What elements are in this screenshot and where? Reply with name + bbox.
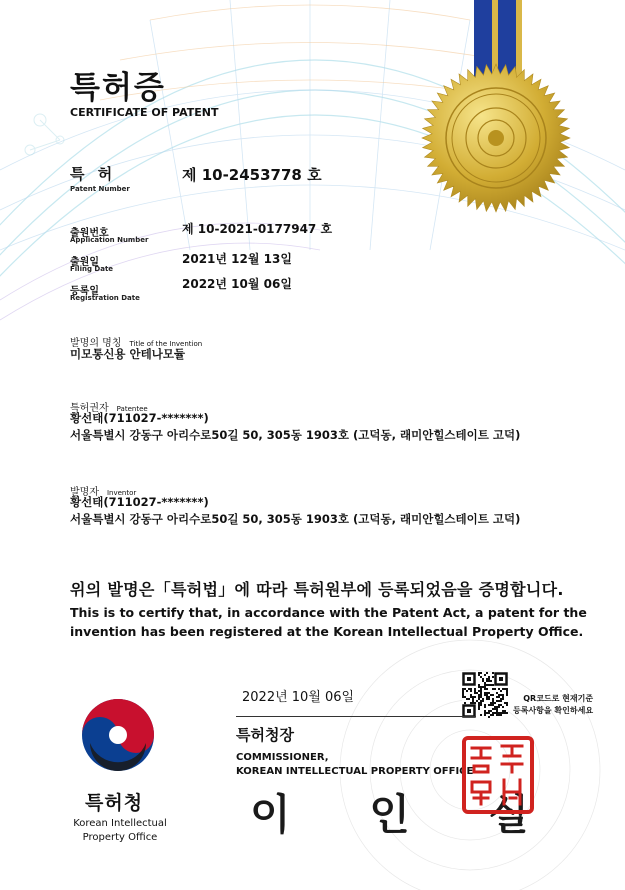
filing-date: 2021년 12월 13일 <box>182 252 292 266</box>
patent-label-en: Patent Number <box>70 185 130 193</box>
official-stamp <box>462 736 534 814</box>
invention-label-en: Title of the Invention <box>129 340 203 348</box>
gold-seal <box>420 62 572 214</box>
commissioner-signature: 이 인 실 <box>250 790 561 839</box>
inventor-label-ko: 발명자 <box>70 487 99 498</box>
application-number: 제 10-2021-0177947 호 <box>182 222 333 236</box>
certificate-title: 특허증 <box>70 70 166 106</box>
commissioner-title-en <box>236 751 473 779</box>
inventor-label-en: Inventor <box>106 489 137 497</box>
office-name-en <box>60 817 180 845</box>
registration-date: 2022년 10월 06일 <box>182 277 292 291</box>
patentee-name: 황선태(711027-*******) <box>70 411 209 425</box>
registration-label: 등록일 <box>70 286 99 297</box>
qr-code[interactable] <box>462 672 508 718</box>
kipo-logo <box>80 697 156 773</box>
invention-title: 미모통신용 안테나모듈 <box>70 347 186 361</box>
patentee-address: 서울특별시 강동구 아리수로50길 50, 305동 1903호 (고덕동, 래미안힐스테이트 고덕) <box>70 428 521 442</box>
filing-label-en: Filing Date <box>70 265 114 273</box>
commissioner-underline <box>236 716 476 717</box>
issue-date: 2022년 10월 06일 <box>242 690 355 705</box>
application-label-en: Application Number <box>70 236 149 244</box>
office-name-ko: 특허청 <box>85 792 144 814</box>
office-name-en-line1: Korean Intellectual <box>73 818 167 829</box>
certificate-subtitle: CERTIFICATE OF PATENT <box>70 106 219 119</box>
qr-instructions-line1: QR코드로 현재기준 <box>523 694 594 703</box>
registration-label-en: Registration Date <box>70 294 140 302</box>
patentee-label-ko: 특허권자 <box>70 403 109 414</box>
commissioner-line1: COMMISSIONER, <box>236 752 329 763</box>
filing-label: 출원일 <box>70 257 99 268</box>
inventor-address: 서울특별시 강동구 아리수로50길 50, 305동 1903호 (고덕동, 래미안힐스테이트 고덕) <box>70 512 521 526</box>
qr-instructions <box>513 693 593 717</box>
qr-instructions-line2: 등록사항을 확인하세요 <box>513 706 594 715</box>
commissioner-line2: KOREAN INTELLECTUAL PROPERTY OFFICE <box>236 766 474 777</box>
patent-number: 제 10-2453778 호 <box>182 166 322 184</box>
patent-label: 특 허 <box>70 165 117 183</box>
office-name-en-line2: Property Office <box>82 832 158 843</box>
certification-statement-en: This is to certify that, in accordance with the Patent Act, a patent for the invention has been registered at the Korean Intellectual Property Office. <box>70 605 587 639</box>
commissioner-title: 특허청장 <box>236 726 294 744</box>
application-label: 출원번호 <box>70 228 109 239</box>
certification-statement-ko: 위의 발명은「특허법」에 따라 특허원부에 등록되었음을 증명합니다. <box>70 580 564 599</box>
patentee-label-en: Patentee <box>116 405 148 413</box>
inventor-name: 황선태(711027-*******) <box>70 495 209 509</box>
invention-label-ko: 발명의 명칭 <box>70 338 122 349</box>
